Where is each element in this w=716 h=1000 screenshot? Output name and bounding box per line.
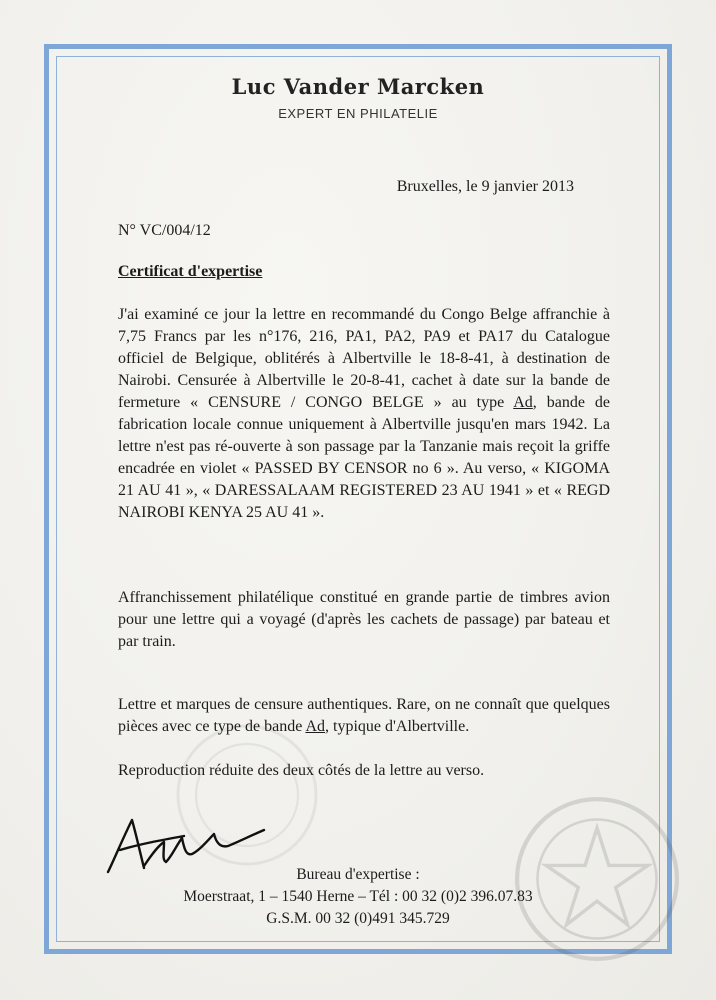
reference-number: N° VC/004/12	[118, 222, 211, 239]
paragraph-franking: Affranchissement philatélique constitué en grande partie de timbres avion pour une lettre qui a voyagé (d'après les cachets de passage) par bateau et par train.	[118, 589, 610, 650]
paragraph3-text-b: , typique d'Albertville.	[325, 718, 470, 735]
certificate-title: Certificat d'expertise	[118, 263, 263, 280]
paragraph-reproduction: Reproduction réduite des deux côtés de la lettre au verso.	[118, 762, 485, 779]
paragraph3-text-a: Lettre et marques de censure authentiques. Rare, on ne connaît que quelques pièces avec ce type de bande	[118, 696, 610, 735]
footer-address: Moerstraat, 1 – 1540 Herne – Tél : 00 32 (0)2 396.07.83	[183, 888, 533, 905]
place-and-date: Bruxelles, le 9 janvier 2013	[396, 178, 574, 195]
paragraph1-text-a: J'ai examiné ce jour la lettre en recommandé du Congo Belge affranchie à 7,75 Francs par les n°176, 216, PA1, PA2, PA9 et PA17 du Catalogue officiel de Belgique, oblitérés à Albertville le 18-8-41, à destination de Nairobi. Censurée à Albertville le 20-8-41, cachet à date sur la bande de fermeture « CENSURE / CONGO BELGE » au type	[118, 306, 610, 411]
paragraph3-underlined: Ad	[305, 718, 326, 735]
paragraph1-text-b: , bande de fabrication locale connue uniquement à Albertville jusqu'en mars 1942. La lettre n'est pas ré-ouverte à son passage par la Tanzanie mais reçoit la griffe encadrée en violet « PASSED BY CENSOR no 6 ». Au verso, « KIGOMA 21 AU 41 », « DARESSALAAM REGISTERED 23 AU 1941 » et « REGD NAIROBI KENYA 25 AU 41 ».	[118, 394, 610, 521]
footer-office-label: Bureau d'expertise :	[296, 866, 420, 883]
paragraph-examination	[118, 304, 610, 524]
footer-mobile: G.S.M. 00 32 (0)491 345.729	[266, 910, 450, 927]
paragraph1-underlined: Ad	[513, 394, 533, 411]
paragraph-authentic	[118, 694, 610, 738]
letterhead-subtitle: EXPERT EN PHILATELIE	[278, 106, 438, 121]
letterhead-name: Luc Vander Marcken	[231, 74, 485, 99]
